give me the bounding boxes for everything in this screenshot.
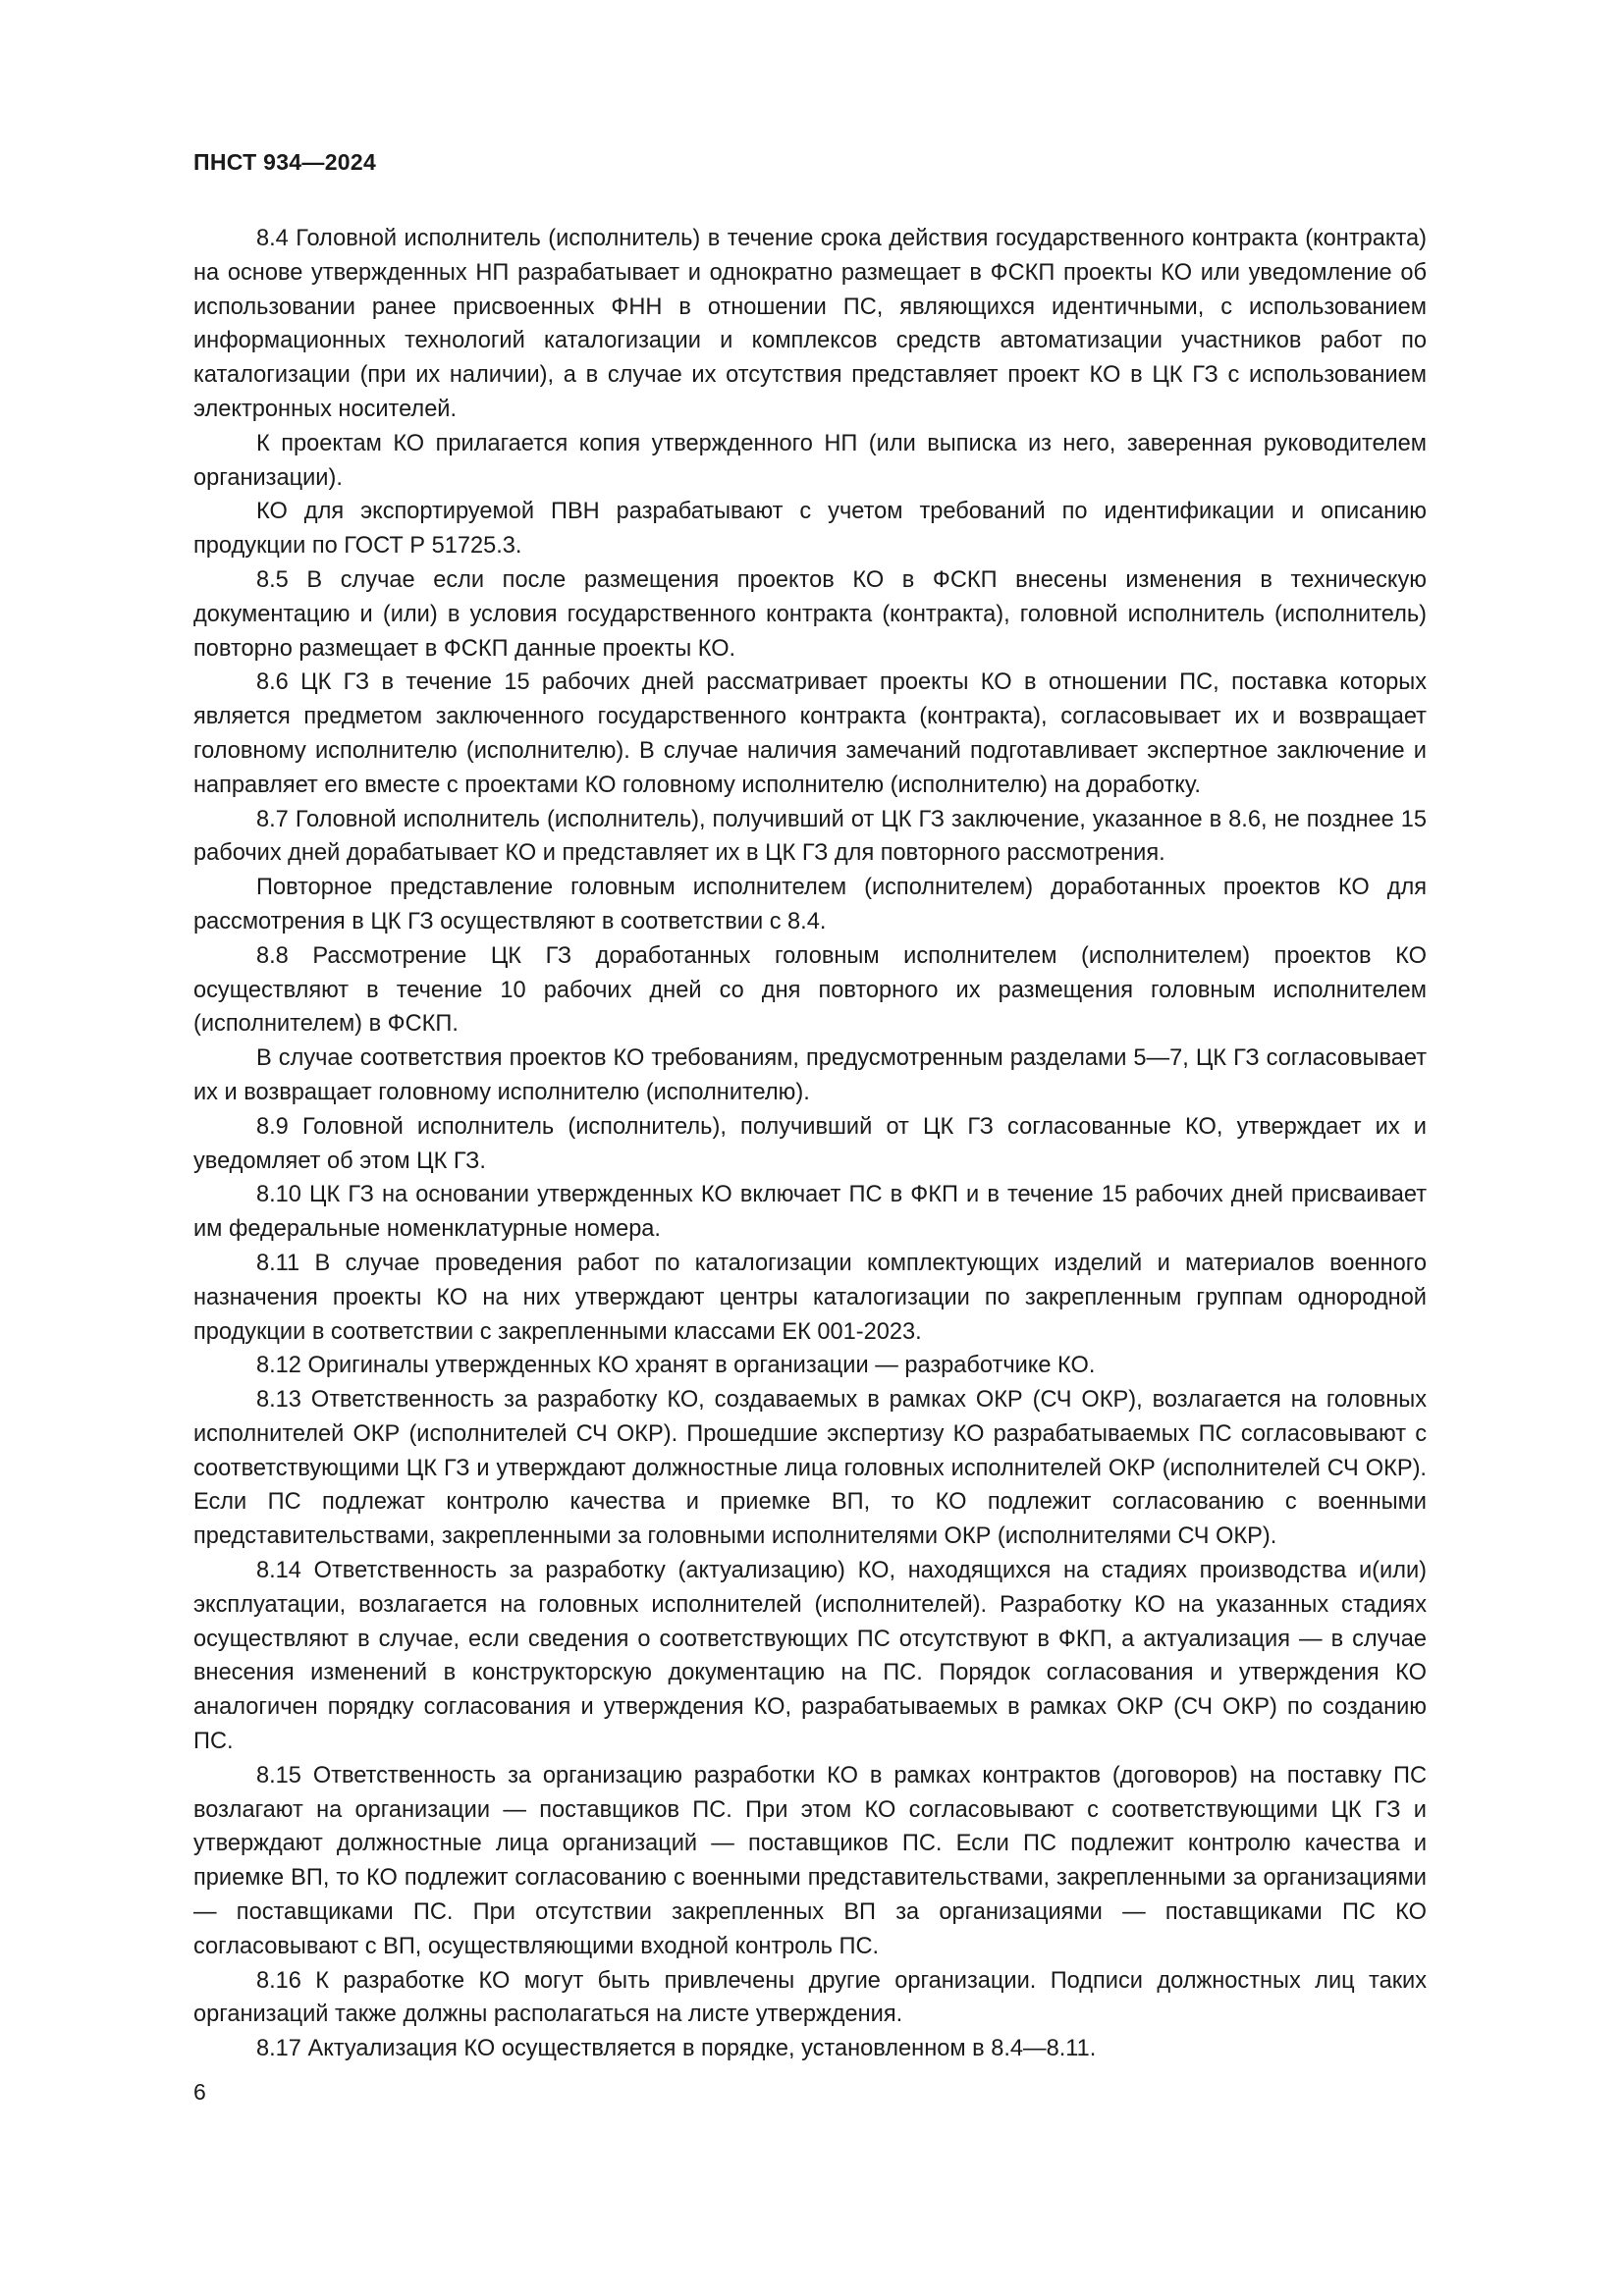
paragraph-8-7: 8.7 Головной исполнитель (исполнитель), получивший от ЦК ГЗ заключение, указанное в 8.6, не позднее 15 рабочих дней дорабатывает КО и представляет их в ЦК ГЗ для повторного рассмотрения.: [193, 806, 1427, 867]
paragraph-8-12: 8.12 Оригиналы утвержденных КО хранят в организации — разработчике КО.: [256, 1353, 1096, 1379]
paragraph-8-16: 8.16 К разработке КО могут быть привлечены другие организации. Подписи должностных лиц таких организаций также должны располагаться на листе утверждения.: [193, 1967, 1427, 2028]
paragraph-8-13: 8.13 Ответственность за разработку КО, создаваемых в рамках ОКР (СЧ ОКР), возлагается на головных исполнителей ОКР (исполнителей СЧ ОКР). Прошедшие экспертизу КО разрабатываемых ПС согласовывают с соответствующими ЦК ГЗ и утверждают должностные лица головных исполнителей ОКР (исполнителей СЧ ОКР). Если ПС подлежат контролю качества и приемке ВП, то КО подлежит согласованию с военными представительствами, закрепленными за головными исполнителями ОКР (исполнителями СЧ ОКР).: [193, 1387, 1427, 1550]
paragraph-8-8: 8.8 Рассмотрение ЦК ГЗ доработанных головным исполнителем (исполнителем) проектов КО осуществляют в течение 10 рабочих дней со дня повторного их размещения головным исполнителем (исполнителем) в ФСКП.: [193, 942, 1427, 1038]
paragraph-8-11: 8.11 В случае проведения работ по каталогизации комплектующих изделий и материалов военного назначения проекты КО на них утверждают центры каталогизации по закрепленным группам однородной продукции в соответствии с закрепленными классами ЕК 001-2023.: [193, 1250, 1427, 1345]
paragraph-8-17: 8.17 Актуализация КО осуществляется в порядке, установленном в 8.4—8.11.: [256, 2036, 1097, 2062]
paragraph-8-4-attachment: К проектам КО прилагается копия утвержденного НП (или выписка из него, заверенная руководителем организации).: [193, 430, 1427, 491]
paragraph-8-15: 8.15 Ответственность за организацию разработки КО в рамках контрактов (договоров) на поставку ПС возлагают на организации — поставщиков ПС. При этом КО согласовывают с соответствующими ЦК ГЗ и утверждают должностные лица организаций — поставщиков ПС. Если ПС подлежит контролю качества и приемке ВП, то КО подлежит согласованию с военными представительствами, закрепленными за организациями — поставщиками ПС. При отсутствии закрепленных ВП за организациями — поставщиками ПС КО согласовывают с ВП, осуществляющими входной контроль ПС.: [193, 1762, 1427, 1959]
paragraph-8-14: 8.14 Ответственность за разработку (актуализацию) КО, находящихся на стадиях производства и(или) эксплуатации, возлагается на головных исполнителей (исполнителей). Разработку КО на указанных стадиях осуществляют в случае, если сведения о соответствующих ПС отсутствуют в ФКП, а актуализация — в случае внесения изменений в конструкторскую документацию на ПС. Порядок согласования и утверждения КО аналогичен порядку согласования и утверждения КО, разрабатываемых в рамках ОКР (СЧ ОКР) по созданию ПС.: [193, 1558, 1427, 1755]
paragraph-8-4-export: КО для экспортируемой ПВН разрабатывают с учетом требований по идентификации и описанию продукции по ГОСТ Р 51725.3.: [193, 499, 1427, 560]
standard-code-header: ПНСТ 934—2024: [193, 149, 377, 175]
paragraph-8-6: 8.6 ЦК ГЗ в течение 15 рабочих дней рассматривает проекты КО в отношении ПС, поставка которых является предметом заключенного государственного контракта (контракта), согласовывает их и возвращает головному исполнителю (исполнителю). В случае наличия замечаний подготавливает экспертное заключение и направляет его вместе с проектами КО головному исполнителю (исполнителю) на доработку.: [193, 669, 1427, 798]
paragraph-8-5: 8.5 В случае если после размещения проектов КО в ФСКП внесены изменения в техническую документацию и (или) в условия государственного контракта (контракта), головной исполнитель (исполнитель) повторно размещает в ФСКП данные проекты КО.: [193, 566, 1427, 662]
paragraph-8-7-resubmission: Повторное представление головным исполнителем (исполнителем) доработанных проектов КО для рассмотрения в ЦК ГЗ осуществляют в соответствии с 8.4.: [193, 875, 1427, 934]
paragraph-8-4: 8.4 Головной исполнитель (исполнитель) в течение срока действия государственного контракта (контракта) на основе утвержденных НП разрабатывает и однократно размещает в ФСКП проекты КО или уведомление об использовании ранее присвоенных ФНН в отношении ПС, являющихся идентичными, с использованием информационных технологий каталогизации и комплексов средств автоматизации участников работ по каталогизации (при их наличии), а в случае их отсутствия представляет проект КО в ЦК ГЗ с использованием электронных носителей.: [193, 226, 1427, 422]
page-number: 6: [193, 2079, 206, 2105]
paragraph-8-10: 8.10 ЦК ГЗ на основании утвержденных КО включает ПС в ФКП и в течение 15 рабочих дней присваивает им федеральные номенклатурные номера.: [193, 1182, 1427, 1243]
paragraph-8-9: 8.9 Головной исполнитель (исполнитель), получивший от ЦК ГЗ согласованные КО, утверждает их и уведомляет об этом ЦК ГЗ.: [193, 1113, 1427, 1174]
section-8-body: [193, 222, 1427, 2066]
paragraph-8-8-compliance: В случае соответствия проектов КО требованиям, предусмотренным разделами 5—7, ЦК ГЗ согласовывает их и возвращает головному исполнителю (исполнителю).: [193, 1045, 1427, 1105]
